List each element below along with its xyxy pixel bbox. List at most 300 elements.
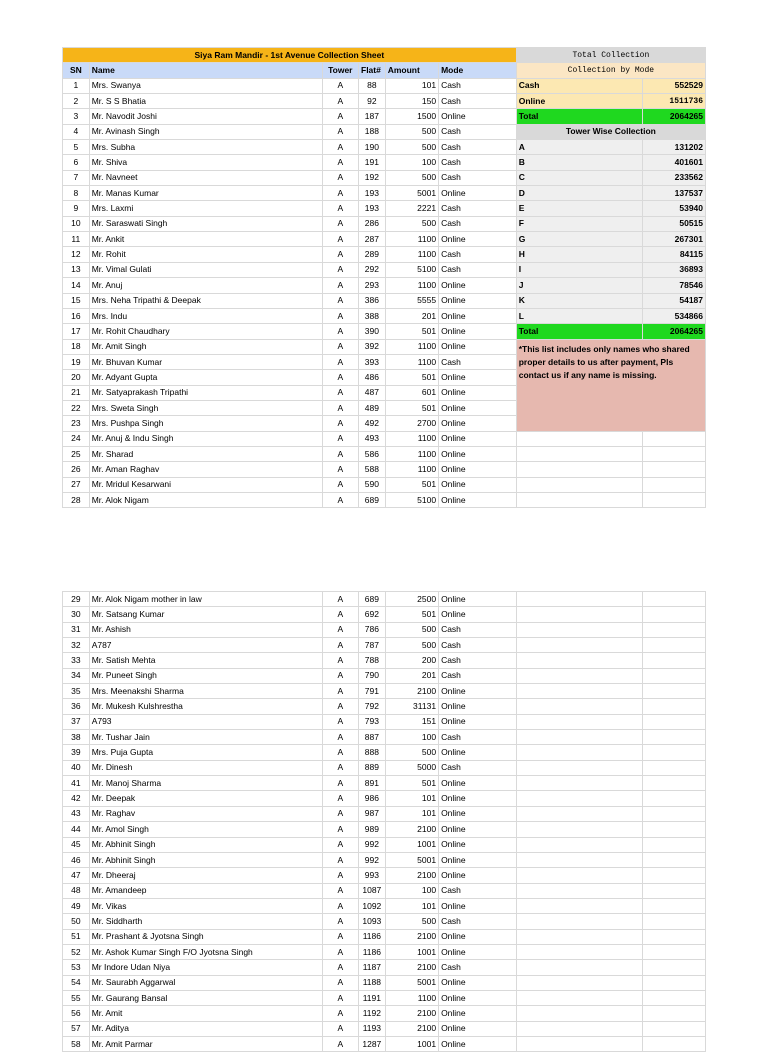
cell-sn[interactable]: 7 <box>63 170 90 185</box>
cell-mode[interactable]: Online <box>439 232 517 247</box>
cell-flat[interactable]: 1087 <box>359 883 386 898</box>
cell-flat[interactable]: 791 <box>359 684 386 699</box>
cell-sn[interactable]: 56 <box>63 1006 90 1021</box>
cell-sn[interactable]: 8 <box>63 186 90 201</box>
cell-mode[interactable]: Online <box>439 898 517 913</box>
cell-flat[interactable]: 193 <box>359 186 386 201</box>
cell-mode[interactable]: Online <box>439 944 517 959</box>
cell-amount[interactable]: 500 <box>385 914 438 929</box>
cell-name[interactable]: Mr. Ankit <box>89 232 322 247</box>
cell-amount[interactable]: 501 <box>385 400 438 415</box>
cell-tower[interactable]: A <box>322 745 358 760</box>
cell-sn[interactable]: 35 <box>63 684 90 699</box>
header-sn[interactable]: SN <box>63 63 90 78</box>
cell-sn[interactable]: 45 <box>63 837 90 852</box>
cell-sn[interactable]: 27 <box>63 477 90 492</box>
tower-label[interactable]: B <box>516 155 642 170</box>
tower-label[interactable]: A <box>516 140 642 155</box>
cell-mode[interactable]: Cash <box>439 760 517 775</box>
tower-value[interactable]: 84115 <box>642 247 705 262</box>
cell-tower[interactable]: A <box>322 170 358 185</box>
cell-sn[interactable]: 25 <box>63 446 90 461</box>
cell-flat[interactable]: 793 <box>359 714 386 729</box>
cell-flat[interactable]: 889 <box>359 760 386 775</box>
cell-name[interactable]: Mr. Ashok Kumar Singh F/O Jyotsna Singh <box>89 944 322 959</box>
tower-label[interactable]: D <box>516 186 642 201</box>
cell-tower[interactable]: A <box>322 699 358 714</box>
empty-cell[interactable] <box>642 975 705 990</box>
cell-sn[interactable]: 3 <box>63 109 90 124</box>
cell-flat[interactable]: 292 <box>359 262 386 277</box>
cell-mode[interactable]: Online <box>439 990 517 1005</box>
cell-name[interactable]: Mr. Amit Singh <box>89 339 322 354</box>
empty-cell[interactable] <box>516 1036 642 1051</box>
empty-cell[interactable] <box>642 837 705 852</box>
cell-amount[interactable]: 101 <box>385 78 438 93</box>
empty-cell[interactable] <box>642 730 705 745</box>
cell-mode[interactable]: Cash <box>439 155 517 170</box>
cell-name[interactable]: Mr. Aman Raghav <box>89 462 322 477</box>
empty-cell[interactable] <box>642 592 705 607</box>
cell-sn[interactable]: 6 <box>63 155 90 170</box>
cell-name[interactable]: Mrs. Indu <box>89 308 322 323</box>
cell-tower[interactable]: A <box>322 492 358 507</box>
cell-name[interactable]: Mr. Ashish <box>89 622 322 637</box>
empty-cell[interactable] <box>516 990 642 1005</box>
cell-name[interactable]: Mr. Siddharth <box>89 914 322 929</box>
cell-name[interactable]: Mr. Alok Nigam mother in law <box>89 592 322 607</box>
cell-name[interactable]: Mr. Anuj & Indu Singh <box>89 431 322 446</box>
cell-flat[interactable]: 188 <box>359 124 386 139</box>
cell-flat[interactable]: 689 <box>359 492 386 507</box>
cell-tower[interactable]: A <box>322 1036 358 1051</box>
cell-tower[interactable]: A <box>322 837 358 852</box>
cell-amount[interactable]: 2500 <box>385 592 438 607</box>
cell-mode[interactable]: Online <box>439 186 517 201</box>
cell-mode[interactable]: Online <box>439 278 517 293</box>
cell-mode[interactable]: Online <box>439 431 517 446</box>
empty-cell[interactable] <box>516 592 642 607</box>
cell-flat[interactable]: 390 <box>359 324 386 339</box>
cell-tower[interactable]: A <box>322 431 358 446</box>
empty-cell[interactable] <box>642 462 705 477</box>
cell-name[interactable]: Mr. Deepak <box>89 791 322 806</box>
cell-mode[interactable]: Online <box>439 929 517 944</box>
tower-value[interactable]: 131202 <box>642 140 705 155</box>
cell-flat[interactable]: 989 <box>359 822 386 837</box>
cell-name[interactable]: Mr. Sharad <box>89 446 322 461</box>
cell-amount[interactable]: 501 <box>385 370 438 385</box>
cell-name[interactable]: Mr. Satyaprakash Tripathi <box>89 385 322 400</box>
cell-flat[interactable]: 993 <box>359 868 386 883</box>
cell-name[interactable]: Mr. Manoj Sharma <box>89 776 322 791</box>
cell-flat[interactable]: 191 <box>359 155 386 170</box>
header-tower[interactable]: Tower <box>322 63 358 78</box>
cash-label[interactable]: Cash <box>516 78 642 93</box>
cell-mode[interactable]: Cash <box>439 140 517 155</box>
mode-total-label[interactable]: Total <box>516 109 642 124</box>
cell-mode[interactable]: Online <box>439 385 517 400</box>
cell-name[interactable]: A787 <box>89 638 322 653</box>
cell-name[interactable]: Mr. Gaurang Bansal <box>89 990 322 1005</box>
cell-flat[interactable]: 586 <box>359 446 386 461</box>
cell-tower[interactable]: A <box>322 914 358 929</box>
empty-cell[interactable] <box>516 745 642 760</box>
cell-flat[interactable]: 1186 <box>359 929 386 944</box>
cell-flat[interactable]: 1287 <box>359 1036 386 1051</box>
empty-cell[interactable] <box>516 714 642 729</box>
cell-amount[interactable]: 1100 <box>385 462 438 477</box>
sheet-title[interactable]: Siya Ram Mandir - 1st Avenue Collection Sheet <box>63 48 517 63</box>
cell-sn[interactable]: 5 <box>63 140 90 155</box>
cell-mode[interactable]: Cash <box>439 638 517 653</box>
cell-name[interactable]: Mr. Dinesh <box>89 760 322 775</box>
tower-value[interactable]: 137537 <box>642 186 705 201</box>
cell-amount[interactable]: 2100 <box>385 822 438 837</box>
cell-tower[interactable]: A <box>322 607 358 622</box>
cell-mode[interactable]: Cash <box>439 960 517 975</box>
cell-sn[interactable]: 33 <box>63 653 90 668</box>
cell-name[interactable]: Mrs. Pushpa Singh <box>89 416 322 431</box>
tower-value[interactable]: 267301 <box>642 232 705 247</box>
cell-amount[interactable]: 2221 <box>385 201 438 216</box>
cell-name[interactable]: Mrs. Neha Tripathi & Deepak <box>89 293 322 308</box>
cell-sn[interactable]: 47 <box>63 868 90 883</box>
cell-tower[interactable]: A <box>322 124 358 139</box>
cell-mode[interactable]: Online <box>439 592 517 607</box>
cell-sn[interactable]: 31 <box>63 622 90 637</box>
cell-flat[interactable]: 293 <box>359 278 386 293</box>
cell-amount[interactable]: 1001 <box>385 944 438 959</box>
cell-tower[interactable]: A <box>322 714 358 729</box>
cell-tower[interactable]: A <box>322 324 358 339</box>
cell-tower[interactable]: A <box>322 201 358 216</box>
cell-sn[interactable]: 41 <box>63 776 90 791</box>
cell-flat[interactable]: 992 <box>359 852 386 867</box>
cell-amount[interactable]: 2100 <box>385 1006 438 1021</box>
cell-sn[interactable]: 24 <box>63 431 90 446</box>
cell-tower[interactable]: A <box>322 262 358 277</box>
cell-tower[interactable]: A <box>322 668 358 683</box>
empty-cell[interactable] <box>516 668 642 683</box>
cell-amount[interactable]: 601 <box>385 385 438 400</box>
cell-flat[interactable]: 788 <box>359 653 386 668</box>
tower-value[interactable]: 50515 <box>642 216 705 231</box>
cell-tower[interactable]: A <box>322 990 358 1005</box>
cell-sn[interactable]: 43 <box>63 806 90 821</box>
cell-tower[interactable]: A <box>322 944 358 959</box>
cell-amount[interactable]: 501 <box>385 607 438 622</box>
cell-sn[interactable]: 28 <box>63 492 90 507</box>
empty-cell[interactable] <box>642 638 705 653</box>
cell-sn[interactable]: 52 <box>63 944 90 959</box>
empty-cell[interactable] <box>516 914 642 929</box>
empty-cell[interactable] <box>642 714 705 729</box>
cell-sn[interactable]: 1 <box>63 78 90 93</box>
empty-cell[interactable] <box>642 929 705 944</box>
cell-name[interactable]: Mr. Satsang Kumar <box>89 607 322 622</box>
cell-mode[interactable]: Online <box>439 416 517 431</box>
cell-amount[interactable]: 100 <box>385 155 438 170</box>
cell-flat[interactable]: 190 <box>359 140 386 155</box>
cell-flat[interactable]: 790 <box>359 668 386 683</box>
cell-amount[interactable]: 5100 <box>385 492 438 507</box>
cell-flat[interactable]: 187 <box>359 109 386 124</box>
cell-mode[interactable]: Online <box>439 1036 517 1051</box>
cell-name[interactable]: Mr. Rohit Chaudhary <box>89 324 322 339</box>
cell-mode[interactable]: Online <box>439 714 517 729</box>
cell-sn[interactable]: 44 <box>63 822 90 837</box>
cell-mode[interactable]: Online <box>439 1006 517 1021</box>
cell-mode[interactable]: Online <box>439 745 517 760</box>
empty-cell[interactable] <box>516 960 642 975</box>
empty-cell[interactable] <box>642 699 705 714</box>
tower-label[interactable]: G <box>516 232 642 247</box>
tower-label[interactable]: F <box>516 216 642 231</box>
cell-amount[interactable]: 150 <box>385 94 438 109</box>
empty-cell[interactable] <box>516 852 642 867</box>
cell-amount[interactable]: 500 <box>385 622 438 637</box>
cell-amount[interactable]: 1100 <box>385 431 438 446</box>
cell-tower[interactable]: A <box>322 776 358 791</box>
cell-mode[interactable]: Cash <box>439 247 517 262</box>
cell-name[interactable]: Mr. Alok Nigam <box>89 492 322 507</box>
empty-cell[interactable] <box>516 492 642 507</box>
empty-cell[interactable] <box>516 760 642 775</box>
cell-sn[interactable]: 2 <box>63 94 90 109</box>
cell-flat[interactable]: 1092 <box>359 898 386 913</box>
cell-tower[interactable]: A <box>322 94 358 109</box>
cell-name[interactable]: Mr. Adyant Gupta <box>89 370 322 385</box>
cell-tower[interactable]: A <box>322 868 358 883</box>
cell-flat[interactable]: 792 <box>359 699 386 714</box>
cell-tower[interactable]: A <box>322 960 358 975</box>
empty-cell[interactable] <box>516 822 642 837</box>
cell-amount[interactable]: 500 <box>385 140 438 155</box>
empty-cell[interactable] <box>516 638 642 653</box>
cell-amount[interactable]: 2100 <box>385 684 438 699</box>
empty-cell[interactable] <box>516 837 642 852</box>
cell-mode[interactable]: Cash <box>439 914 517 929</box>
cell-amount[interactable]: 31131 <box>385 699 438 714</box>
cell-sn[interactable]: 32 <box>63 638 90 653</box>
empty-cell[interactable] <box>642 760 705 775</box>
cell-sn[interactable]: 58 <box>63 1036 90 1051</box>
cell-mode[interactable]: Cash <box>439 78 517 93</box>
cell-flat[interactable]: 987 <box>359 806 386 821</box>
cell-flat[interactable]: 1193 <box>359 1021 386 1036</box>
cell-flat[interactable]: 392 <box>359 339 386 354</box>
tower-label[interactable]: K <box>516 293 642 308</box>
cell-name[interactable]: Mr. Vikas <box>89 898 322 913</box>
tower-wise-title[interactable]: Tower Wise Collection <box>516 124 705 139</box>
empty-cell[interactable] <box>642 653 705 668</box>
cell-mode[interactable]: Online <box>439 975 517 990</box>
cell-name[interactable]: Mr. Raghav <box>89 806 322 821</box>
cell-flat[interactable]: 487 <box>359 385 386 400</box>
cell-tower[interactable]: A <box>322 308 358 323</box>
cell-tower[interactable]: A <box>322 684 358 699</box>
cell-tower[interactable]: A <box>322 1006 358 1021</box>
cell-flat[interactable]: 388 <box>359 308 386 323</box>
cell-mode[interactable]: Online <box>439 607 517 622</box>
cell-amount[interactable]: 1100 <box>385 232 438 247</box>
cell-flat[interactable]: 888 <box>359 745 386 760</box>
cash-value[interactable]: 552529 <box>642 78 705 93</box>
tower-label[interactable]: H <box>516 247 642 262</box>
cell-tower[interactable]: A <box>322 462 358 477</box>
cell-tower[interactable]: A <box>322 354 358 369</box>
cell-mode[interactable]: Online <box>439 868 517 883</box>
cell-name[interactable]: Mr. Dheeraj <box>89 868 322 883</box>
cell-name[interactable]: Mr. Mridul Kesarwani <box>89 477 322 492</box>
cell-flat[interactable]: 787 <box>359 638 386 653</box>
empty-cell[interactable] <box>516 975 642 990</box>
cell-amount[interactable]: 501 <box>385 477 438 492</box>
cell-mode[interactable]: Online <box>439 806 517 821</box>
cell-flat[interactable]: 1191 <box>359 990 386 1005</box>
empty-cell[interactable] <box>642 622 705 637</box>
cell-tower[interactable]: A <box>322 653 358 668</box>
cell-mode[interactable]: Cash <box>439 730 517 745</box>
cell-tower[interactable]: A <box>322 247 358 262</box>
cell-sn[interactable]: 9 <box>63 201 90 216</box>
cell-name[interactable]: Mr. Avinash Singh <box>89 124 322 139</box>
cell-sn[interactable]: 18 <box>63 339 90 354</box>
empty-cell[interactable] <box>516 653 642 668</box>
empty-cell[interactable] <box>516 462 642 477</box>
cell-amount[interactable]: 101 <box>385 898 438 913</box>
cell-flat[interactable]: 986 <box>359 791 386 806</box>
empty-cell[interactable] <box>642 852 705 867</box>
cell-mode[interactable]: Cash <box>439 622 517 637</box>
cell-amount[interactable]: 5001 <box>385 186 438 201</box>
cell-amount[interactable]: 1001 <box>385 837 438 852</box>
cell-flat[interactable]: 393 <box>359 354 386 369</box>
cell-name[interactable]: Mr. Rohit <box>89 247 322 262</box>
cell-amount[interactable]: 201 <box>385 308 438 323</box>
cell-mode[interactable]: Online <box>439 492 517 507</box>
cell-amount[interactable]: 500 <box>385 216 438 231</box>
empty-cell[interactable] <box>642 431 705 446</box>
cell-flat[interactable]: 88 <box>359 78 386 93</box>
cell-sn[interactable]: 40 <box>63 760 90 775</box>
cell-amount[interactable]: 2100 <box>385 868 438 883</box>
cell-mode[interactable]: Online <box>439 477 517 492</box>
cell-sn[interactable]: 38 <box>63 730 90 745</box>
cell-tower[interactable]: A <box>322 216 358 231</box>
cell-sn[interactable]: 29 <box>63 592 90 607</box>
cell-name[interactable]: Mr. Aditya <box>89 1021 322 1036</box>
cell-tower[interactable]: A <box>322 78 358 93</box>
cell-flat[interactable]: 192 <box>359 170 386 185</box>
cell-name[interactable]: Mr. Satish Mehta <box>89 653 322 668</box>
empty-cell[interactable] <box>642 791 705 806</box>
cell-name[interactable]: Mr. Anuj <box>89 278 322 293</box>
tower-label[interactable]: I <box>516 262 642 277</box>
cell-tower[interactable]: A <box>322 155 358 170</box>
header-amount[interactable]: Amount <box>385 63 438 78</box>
empty-cell[interactable] <box>642 944 705 959</box>
cell-name[interactable]: Mr. Amit Parmar <box>89 1036 322 1051</box>
cell-mode[interactable]: Online <box>439 293 517 308</box>
cell-sn[interactable]: 11 <box>63 232 90 247</box>
cell-mode[interactable]: Cash <box>439 668 517 683</box>
cell-amount[interactable]: 2100 <box>385 929 438 944</box>
cell-mode[interactable]: Online <box>439 324 517 339</box>
cell-sn[interactable]: 50 <box>63 914 90 929</box>
empty-cell[interactable] <box>642 898 705 913</box>
cell-mode[interactable]: Cash <box>439 201 517 216</box>
tower-label[interactable]: J <box>516 278 642 293</box>
cell-amount[interactable]: 1001 <box>385 1036 438 1051</box>
cell-tower[interactable]: A <box>322 385 358 400</box>
cell-tower[interactable]: A <box>322 791 358 806</box>
header-flat[interactable]: Flat# <box>359 63 386 78</box>
cell-tower[interactable]: A <box>322 278 358 293</box>
tower-label[interactable]: E <box>516 201 642 216</box>
cell-flat[interactable]: 887 <box>359 730 386 745</box>
cell-amount[interactable]: 1100 <box>385 278 438 293</box>
cell-name[interactable]: Mr. Manas Kumar <box>89 186 322 201</box>
cell-name[interactable]: Mr. Abhinit Singh <box>89 852 322 867</box>
cell-name[interactable]: Mr. Abhinit Singh <box>89 837 322 852</box>
empty-cell[interactable] <box>516 730 642 745</box>
empty-cell[interactable] <box>516 699 642 714</box>
cell-sn[interactable]: 30 <box>63 607 90 622</box>
cell-amount[interactable]: 151 <box>385 714 438 729</box>
cell-name[interactable]: Mr. Saurabh Aggarwal <box>89 975 322 990</box>
empty-cell[interactable] <box>642 1036 705 1051</box>
cell-amount[interactable]: 500 <box>385 638 438 653</box>
cell-tower[interactable]: A <box>322 416 358 431</box>
cell-tower[interactable]: A <box>322 883 358 898</box>
cell-tower[interactable]: A <box>322 622 358 637</box>
cell-sn[interactable]: 14 <box>63 278 90 293</box>
cell-name[interactable]: Mr. S S Bhatia <box>89 94 322 109</box>
cell-tower[interactable]: A <box>322 730 358 745</box>
tower-label[interactable]: C <box>516 170 642 185</box>
online-value[interactable]: 1511736 <box>642 94 705 109</box>
cell-name[interactable]: Mr. Navodit Joshi <box>89 109 322 124</box>
tower-value[interactable]: 534866 <box>642 308 705 323</box>
cell-flat[interactable]: 1093 <box>359 914 386 929</box>
tower-value[interactable]: 53940 <box>642 201 705 216</box>
cell-name[interactable]: Mr. Navneet <box>89 170 322 185</box>
tower-value[interactable]: 54187 <box>642 293 705 308</box>
cell-amount[interactable]: 5555 <box>385 293 438 308</box>
empty-cell[interactable] <box>642 1021 705 1036</box>
cell-amount[interactable]: 500 <box>385 170 438 185</box>
collection-by-mode-title[interactable]: Collection by Mode <box>516 63 705 78</box>
cell-amount[interactable]: 500 <box>385 124 438 139</box>
cell-sn[interactable]: 12 <box>63 247 90 262</box>
cell-sn[interactable]: 23 <box>63 416 90 431</box>
empty-cell[interactable] <box>642 960 705 975</box>
tower-value[interactable]: 233562 <box>642 170 705 185</box>
cell-name[interactable]: Mrs. Subha <box>89 140 322 155</box>
cell-tower[interactable]: A <box>322 929 358 944</box>
cell-mode[interactable]: Cash <box>439 216 517 231</box>
empty-cell[interactable] <box>516 929 642 944</box>
cell-sn[interactable]: 10 <box>63 216 90 231</box>
cell-mode[interactable]: Cash <box>439 653 517 668</box>
cell-sn[interactable]: 13 <box>63 262 90 277</box>
cell-tower[interactable]: A <box>322 339 358 354</box>
empty-cell[interactable] <box>642 477 705 492</box>
cell-amount[interactable]: 1100 <box>385 354 438 369</box>
empty-cell[interactable] <box>516 776 642 791</box>
